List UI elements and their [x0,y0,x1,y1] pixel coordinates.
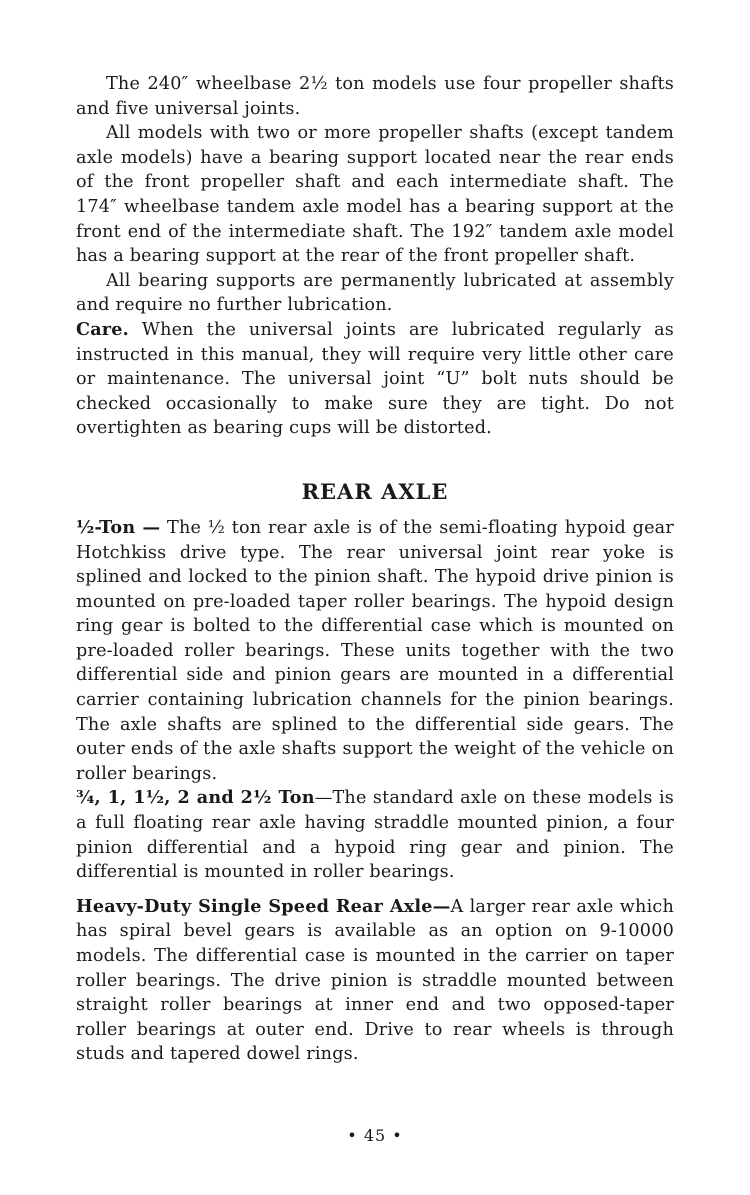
page-body [76,72,674,1067]
heavy-duty-label: Heavy-Duty Single Speed Rear Axle— [76,895,451,917]
multi-ton-label: ¾, 1, 1½, 2 and 2½ Ton [76,787,315,809]
paragraph-care [76,318,674,441]
paragraph-heavy-duty [76,895,674,1067]
care-label: Care. [76,318,129,340]
paragraph-propeller-shafts: The 240″ wheelbase 2½ ton models use four propeller shafts and five universal joints. [76,74,674,119]
half-ton-text: The ½ ton rear axle is of the semi-floating hypoid gear Hotchkiss drive type. The rear universal joint rear yoke is splined and locked to the pinion shaft. The hypoid drive pinion is mounted on pre-loaded taper roller bearings. The hypoid design ring gear is bolted to the differential case which is mounted on pre-loaded roller bearings. These units together with the two differential side and pinion gears are mounted in a differential carrier containing lubrication channels for the pinion bearings. The axle shafts are splined to the differential side gears. The outer ends of the axle shafts support the weight of the vehicle on roller bearings. [76,517,674,784]
heavy-duty-text: A larger rear axle which has spiral bevel gears is available as an option on 9-10000 models. The differential case is mounted in the carrier on taper roller bearings. The drive pinion is straddle mounted between straight roller bearings at inner end and two opposed-taper roller bearings at outer end. Drive to rear wheels is through studs and tapered dowel rings. [76,896,674,1065]
paragraph-half-ton [76,516,674,787]
half-ton-label: ½-Ton — [76,516,161,538]
paragraph-bearing-support: All models with two or more propeller shafts (except tandem axle models) have a bearing support located near the rear ends of the front propeller shaft and each intermediate shaft. The 174″ wheelbase tandem axle model has a bearing support at the front end of the intermediate shaft. The 192″ tandem axle model has a bearing support at the rear of the front propeller shaft. [76,123,674,267]
paragraph-lubrication: All bearing supports are permanently lubricated at assembly and require no further lubrication. [76,270,674,316]
paragraph-multi-ton [76,786,674,884]
multi-ton-text: —The standard axle on these models is a full floating rear axle having straddle mounted pinion, a four pinion differential and a hypoid ring gear and pinion. The differential is mounted in roller bearings. [76,788,674,883]
care-text: When the universal joints are lubricated regularly as instructed in this manual, they will require very little other care or maintenance. The universal joint “U” bolt nuts should be checked occasionally to make sure they are tight. Do not overtighten as bearing cups will be distorted. [76,319,674,439]
section-heading-rear-axle: REAR AXLE [301,478,449,504]
page-number: • 45 • [347,1126,403,1145]
